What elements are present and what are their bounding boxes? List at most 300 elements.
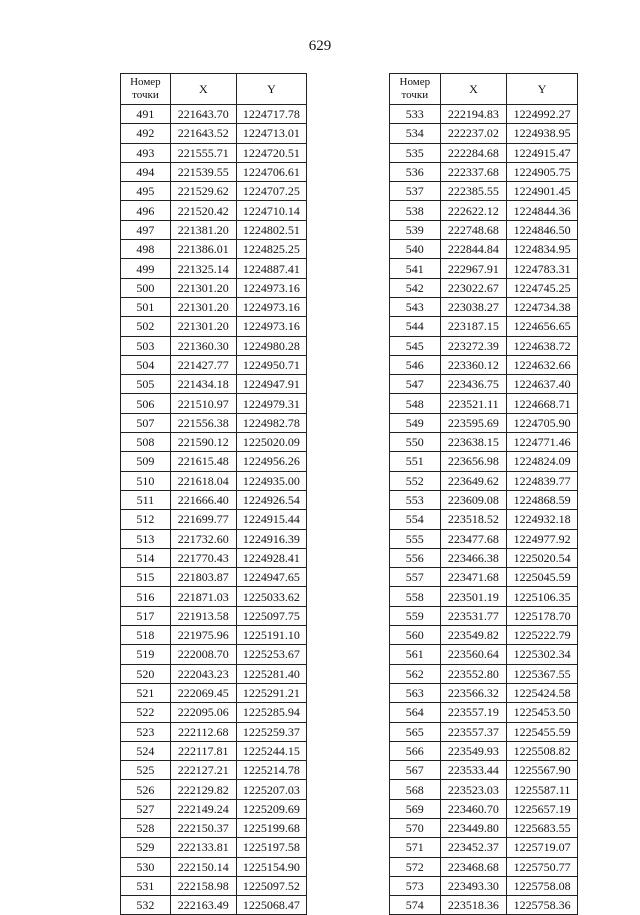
point-number-cell: 569	[390, 799, 441, 818]
table-row	[390, 838, 578, 857]
x-coordinate-cell: 223656.98	[440, 452, 507, 471]
table-row	[390, 355, 578, 374]
table-row	[390, 722, 578, 741]
x-coordinate-cell: 221618.04	[170, 471, 236, 490]
point-number-cell: 504	[121, 355, 171, 374]
y-coordinate-cell: 1224771.46	[507, 433, 578, 452]
header-point-number: Номер точки	[390, 74, 441, 105]
point-number-cell: 507	[121, 413, 171, 432]
x-coordinate-cell: 223549.82	[440, 626, 507, 645]
y-coordinate-cell: 1224717.78	[236, 105, 306, 124]
x-coordinate-cell: 222844.84	[440, 240, 507, 259]
coordinates-table-left	[120, 73, 307, 915]
table-row	[390, 587, 578, 606]
point-number-cell: 568	[390, 780, 441, 799]
y-coordinate-cell: 1225106.35	[507, 587, 578, 606]
y-coordinate-cell: 1224935.00	[236, 471, 306, 490]
table-row	[121, 220, 307, 239]
point-number-cell: 544	[390, 317, 441, 336]
x-coordinate-cell: 223518.52	[440, 510, 507, 529]
x-coordinate-cell: 223436.75	[440, 375, 507, 394]
x-coordinate-cell: 222337.68	[440, 162, 507, 181]
x-coordinate-cell: 222043.23	[170, 664, 236, 683]
point-number-cell: 573	[390, 876, 441, 895]
y-coordinate-cell: 1224938.95	[507, 124, 578, 143]
table-row	[390, 240, 578, 259]
point-number-cell: 541	[390, 259, 441, 278]
y-coordinate-cell: 1225045.59	[507, 568, 578, 587]
point-number-cell: 543	[390, 297, 441, 316]
table-row	[121, 240, 307, 259]
point-number-cell: 571	[390, 838, 441, 857]
x-coordinate-cell: 221539.55	[170, 162, 236, 181]
x-coordinate-cell: 222133.81	[170, 838, 236, 857]
x-coordinate-cell: 221803.87	[170, 568, 236, 587]
point-number-cell: 518	[121, 626, 171, 645]
y-coordinate-cell: 1224915.44	[236, 510, 306, 529]
table-row	[121, 664, 307, 683]
x-coordinate-cell: 223560.64	[440, 645, 507, 664]
table-row	[390, 105, 578, 124]
x-coordinate-cell: 221381.20	[170, 220, 236, 239]
point-number-cell: 511	[121, 490, 171, 509]
y-coordinate-cell: 1225508.82	[507, 741, 578, 760]
table-row	[121, 105, 307, 124]
point-number-cell: 548	[390, 394, 441, 413]
header-point-number: Номер точки	[121, 74, 171, 105]
point-number-cell: 572	[390, 857, 441, 876]
x-coordinate-cell: 222150.37	[170, 818, 236, 837]
y-coordinate-cell: 1224834.95	[507, 240, 578, 259]
table-row	[121, 433, 307, 452]
table-row	[121, 355, 307, 374]
x-coordinate-cell: 222163.49	[170, 896, 236, 915]
x-coordinate-cell: 223609.08	[440, 490, 507, 509]
table-row	[390, 780, 578, 799]
x-coordinate-cell: 223466.38	[440, 548, 507, 567]
x-coordinate-cell: 222117.81	[170, 741, 236, 760]
point-number-cell: 503	[121, 336, 171, 355]
y-coordinate-cell: 1224973.16	[236, 278, 306, 297]
y-coordinate-cell: 1225758.08	[507, 876, 578, 895]
x-coordinate-cell: 221770.43	[170, 548, 236, 567]
table-row	[121, 799, 307, 818]
table-row	[390, 375, 578, 394]
table-row	[390, 124, 578, 143]
point-number-cell: 546	[390, 355, 441, 374]
x-coordinate-cell: 221913.58	[170, 606, 236, 625]
point-number-cell: 493	[121, 143, 171, 162]
x-coordinate-cell: 221732.60	[170, 529, 236, 548]
table-row	[121, 375, 307, 394]
x-coordinate-cell: 221556.38	[170, 413, 236, 432]
x-coordinate-cell: 221386.01	[170, 240, 236, 259]
y-coordinate-cell: 1225719.07	[507, 838, 578, 857]
x-coordinate-cell: 221529.62	[170, 182, 236, 201]
x-coordinate-cell: 222748.68	[440, 220, 507, 239]
y-coordinate-cell: 1224950.71	[236, 355, 306, 374]
point-number-cell: 517	[121, 606, 171, 625]
y-coordinate-cell: 1225033.62	[236, 587, 306, 606]
table-row	[121, 818, 307, 837]
y-coordinate-cell: 1224745.25	[507, 278, 578, 297]
table-row	[121, 645, 307, 664]
table-row	[121, 182, 307, 201]
x-coordinate-cell: 222129.82	[170, 780, 236, 799]
table-row	[390, 626, 578, 645]
point-number-cell: 560	[390, 626, 441, 645]
x-coordinate-cell: 221975.96	[170, 626, 236, 645]
y-coordinate-cell: 1225453.50	[507, 703, 578, 722]
table-row	[390, 896, 578, 915]
table-row	[121, 683, 307, 702]
x-coordinate-cell: 222194.83	[440, 105, 507, 124]
x-coordinate-cell: 223595.69	[440, 413, 507, 432]
x-coordinate-cell: 221590.12	[170, 433, 236, 452]
point-number-cell: 536	[390, 162, 441, 181]
x-coordinate-cell: 222158.98	[170, 876, 236, 895]
x-coordinate-cell: 222237.02	[440, 124, 507, 143]
x-coordinate-cell: 223022.67	[440, 278, 507, 297]
table-row	[390, 297, 578, 316]
y-coordinate-cell: 1225285.94	[236, 703, 306, 722]
point-number-cell: 524	[121, 741, 171, 760]
point-number-cell: 515	[121, 568, 171, 587]
x-coordinate-cell: 223272.39	[440, 336, 507, 355]
point-number-cell: 514	[121, 548, 171, 567]
point-number-cell: 516	[121, 587, 171, 606]
y-coordinate-cell: 1224734.38	[507, 297, 578, 316]
y-coordinate-cell: 1225657.19	[507, 799, 578, 818]
point-number-cell: 527	[121, 799, 171, 818]
y-coordinate-cell: 1224710.14	[236, 201, 306, 220]
y-coordinate-cell: 1224706.61	[236, 162, 306, 181]
point-number-cell: 549	[390, 413, 441, 432]
y-coordinate-cell: 1225199.68	[236, 818, 306, 837]
y-coordinate-cell: 1224705.90	[507, 413, 578, 432]
x-coordinate-cell: 223493.30	[440, 876, 507, 895]
point-number-cell: 502	[121, 317, 171, 336]
table-row	[390, 548, 578, 567]
table-row	[390, 143, 578, 162]
table-row	[390, 799, 578, 818]
point-number-cell: 510	[121, 471, 171, 490]
x-coordinate-cell: 223449.80	[440, 818, 507, 837]
table-row	[121, 529, 307, 548]
y-coordinate-cell: 1225222.79	[507, 626, 578, 645]
y-coordinate-cell: 1224783.31	[507, 259, 578, 278]
y-coordinate-cell: 1224720.51	[236, 143, 306, 162]
x-coordinate-cell: 223460.70	[440, 799, 507, 818]
y-coordinate-cell: 1224973.16	[236, 317, 306, 336]
table-row	[390, 317, 578, 336]
table-row	[121, 587, 307, 606]
x-coordinate-cell: 221643.52	[170, 124, 236, 143]
header-x: X	[440, 74, 507, 105]
x-coordinate-cell: 222008.70	[170, 645, 236, 664]
y-coordinate-cell: 1224656.65	[507, 317, 578, 336]
point-number-cell: 563	[390, 683, 441, 702]
table-row	[390, 761, 578, 780]
x-coordinate-cell: 221325.14	[170, 259, 236, 278]
x-coordinate-cell: 223468.68	[440, 857, 507, 876]
table-row	[121, 876, 307, 895]
table-row	[390, 664, 578, 683]
y-coordinate-cell: 1224926.54	[236, 490, 306, 509]
y-coordinate-cell: 1225191.10	[236, 626, 306, 645]
y-coordinate-cell: 1225020.09	[236, 433, 306, 452]
table-row	[121, 471, 307, 490]
y-coordinate-cell: 1225587.11	[507, 780, 578, 799]
x-coordinate-cell: 223533.44	[440, 761, 507, 780]
point-number-cell: 532	[121, 896, 171, 915]
point-number-cell: 537	[390, 182, 441, 201]
point-number-cell: 523	[121, 722, 171, 741]
y-coordinate-cell: 1224992.27	[507, 105, 578, 124]
point-number-cell: 508	[121, 433, 171, 452]
point-number-cell: 499	[121, 259, 171, 278]
x-coordinate-cell: 223566.32	[440, 683, 507, 702]
y-coordinate-cell: 1224928.41	[236, 548, 306, 567]
y-coordinate-cell: 1225455.59	[507, 722, 578, 741]
table-row	[390, 278, 578, 297]
y-coordinate-cell: 1225068.47	[236, 896, 306, 915]
point-number-cell: 570	[390, 818, 441, 837]
point-number-cell: 500	[121, 278, 171, 297]
point-number-cell: 555	[390, 529, 441, 548]
table-row	[390, 703, 578, 722]
y-coordinate-cell: 1224916.39	[236, 529, 306, 548]
y-coordinate-cell: 1224825.25	[236, 240, 306, 259]
y-coordinate-cell: 1224982.78	[236, 413, 306, 432]
x-coordinate-cell: 221301.20	[170, 297, 236, 316]
point-number-cell: 552	[390, 471, 441, 490]
x-coordinate-cell: 222095.06	[170, 703, 236, 722]
x-coordinate-cell: 222112.68	[170, 722, 236, 741]
table-row	[390, 259, 578, 278]
x-coordinate-cell: 222150.14	[170, 857, 236, 876]
table-row	[390, 818, 578, 837]
point-number-cell: 535	[390, 143, 441, 162]
table-header-row	[121, 74, 307, 105]
x-coordinate-cell: 222284.68	[440, 143, 507, 162]
point-number-cell: 501	[121, 297, 171, 316]
header-y: Y	[236, 74, 306, 105]
table-row	[121, 761, 307, 780]
table-row	[121, 317, 307, 336]
y-coordinate-cell: 1225207.03	[236, 780, 306, 799]
y-coordinate-cell: 1224947.65	[236, 568, 306, 587]
table-row	[121, 548, 307, 567]
table-row	[121, 703, 307, 722]
point-number-cell: 495	[121, 182, 171, 201]
table-row	[121, 336, 307, 355]
point-number-cell: 491	[121, 105, 171, 124]
page-number: 629	[308, 38, 332, 54]
table-row	[121, 394, 307, 413]
point-number-cell: 561	[390, 645, 441, 664]
table-row	[121, 606, 307, 625]
y-coordinate-cell: 1225367.55	[507, 664, 578, 683]
point-number-cell: 534	[390, 124, 441, 143]
point-number-cell: 528	[121, 818, 171, 837]
point-number-cell: 547	[390, 375, 441, 394]
x-coordinate-cell: 223557.37	[440, 722, 507, 741]
y-coordinate-cell: 1224713.01	[236, 124, 306, 143]
x-coordinate-cell: 221427.77	[170, 355, 236, 374]
point-number-cell: 513	[121, 529, 171, 548]
x-coordinate-cell: 223531.77	[440, 606, 507, 625]
y-coordinate-cell: 1224846.50	[507, 220, 578, 239]
y-coordinate-cell: 1224980.28	[236, 336, 306, 355]
table-row	[390, 413, 578, 432]
x-coordinate-cell: 222385.55	[440, 182, 507, 201]
table-row	[121, 278, 307, 297]
table-row	[121, 297, 307, 316]
table-row	[390, 452, 578, 471]
table-row	[390, 490, 578, 509]
x-coordinate-cell: 221434.18	[170, 375, 236, 394]
x-coordinate-cell: 223518.36	[440, 896, 507, 915]
x-coordinate-cell: 221360.30	[170, 336, 236, 355]
table-row	[390, 741, 578, 760]
table-row	[121, 896, 307, 915]
x-coordinate-cell: 223523.03	[440, 780, 507, 799]
point-number-cell: 551	[390, 452, 441, 471]
table-row	[390, 683, 578, 702]
x-coordinate-cell: 223501.19	[440, 587, 507, 606]
y-coordinate-cell: 1224905.75	[507, 162, 578, 181]
y-coordinate-cell: 1224915.47	[507, 143, 578, 162]
point-number-cell: 557	[390, 568, 441, 587]
y-coordinate-cell: 1224632.66	[507, 355, 578, 374]
y-coordinate-cell: 1225178.70	[507, 606, 578, 625]
point-number-cell: 529	[121, 838, 171, 857]
point-number-cell: 505	[121, 375, 171, 394]
table-row	[121, 162, 307, 181]
point-number-cell: 522	[121, 703, 171, 722]
table-row	[121, 568, 307, 587]
table-row	[121, 201, 307, 220]
point-number-cell: 564	[390, 703, 441, 722]
y-coordinate-cell: 1225291.21	[236, 683, 306, 702]
x-coordinate-cell: 223557.19	[440, 703, 507, 722]
point-number-cell: 533	[390, 105, 441, 124]
x-coordinate-cell: 223521.11	[440, 394, 507, 413]
table-row	[121, 124, 307, 143]
point-number-cell: 565	[390, 722, 441, 741]
point-number-cell: 556	[390, 548, 441, 567]
point-number-cell: 542	[390, 278, 441, 297]
x-coordinate-cell: 222967.91	[440, 259, 507, 278]
y-coordinate-cell: 1225567.90	[507, 761, 578, 780]
y-coordinate-cell: 1225750.77	[507, 857, 578, 876]
y-coordinate-cell: 1225758.36	[507, 896, 578, 915]
coordinates-table-right	[389, 73, 578, 915]
y-coordinate-cell: 1225197.58	[236, 838, 306, 857]
x-coordinate-cell: 223649.62	[440, 471, 507, 490]
point-number-cell: 506	[121, 394, 171, 413]
y-coordinate-cell: 1224637.40	[507, 375, 578, 394]
table-row	[390, 645, 578, 664]
x-coordinate-cell: 223360.12	[440, 355, 507, 374]
table-row	[390, 220, 578, 239]
table-row	[121, 413, 307, 432]
y-coordinate-cell: 1224947.91	[236, 375, 306, 394]
y-coordinate-cell: 1224824.09	[507, 452, 578, 471]
point-number-cell: 554	[390, 510, 441, 529]
y-coordinate-cell: 1224802.51	[236, 220, 306, 239]
y-coordinate-cell: 1225097.52	[236, 876, 306, 895]
point-number-cell: 566	[390, 741, 441, 760]
point-number-cell: 497	[121, 220, 171, 239]
table-row	[121, 741, 307, 760]
point-number-cell: 574	[390, 896, 441, 915]
point-number-cell: 538	[390, 201, 441, 220]
point-number-cell: 498	[121, 240, 171, 259]
y-coordinate-cell: 1225302.34	[507, 645, 578, 664]
y-coordinate-cell: 1225097.75	[236, 606, 306, 625]
table-header-row	[390, 74, 578, 105]
x-coordinate-cell: 223187.15	[440, 317, 507, 336]
x-coordinate-cell: 221699.77	[170, 510, 236, 529]
y-coordinate-cell: 1225209.69	[236, 799, 306, 818]
x-coordinate-cell: 222069.45	[170, 683, 236, 702]
point-number-cell: 519	[121, 645, 171, 664]
point-number-cell: 539	[390, 220, 441, 239]
table-row	[121, 722, 307, 741]
x-coordinate-cell: 222149.24	[170, 799, 236, 818]
point-number-cell: 530	[121, 857, 171, 876]
y-coordinate-cell: 1224901.45	[507, 182, 578, 201]
table-row	[390, 876, 578, 895]
y-coordinate-cell: 1224707.25	[236, 182, 306, 201]
point-number-cell: 562	[390, 664, 441, 683]
table-row	[121, 490, 307, 509]
table-row	[390, 433, 578, 452]
point-number-cell: 520	[121, 664, 171, 683]
table-row	[390, 510, 578, 529]
x-coordinate-cell: 223477.68	[440, 529, 507, 548]
x-coordinate-cell: 221643.70	[170, 105, 236, 124]
y-coordinate-cell: 1225259.37	[236, 722, 306, 741]
y-coordinate-cell: 1225154.90	[236, 857, 306, 876]
y-coordinate-cell: 1224839.77	[507, 471, 578, 490]
y-coordinate-cell: 1224977.92	[507, 529, 578, 548]
table-row	[390, 336, 578, 355]
table-row	[121, 510, 307, 529]
table-row	[390, 471, 578, 490]
x-coordinate-cell: 221555.71	[170, 143, 236, 162]
y-coordinate-cell: 1224973.16	[236, 297, 306, 316]
x-coordinate-cell: 221510.97	[170, 394, 236, 413]
point-number-cell: 553	[390, 490, 441, 509]
x-coordinate-cell: 221301.20	[170, 278, 236, 297]
point-number-cell: 545	[390, 336, 441, 355]
y-coordinate-cell: 1224844.36	[507, 201, 578, 220]
x-coordinate-cell: 221871.03	[170, 587, 236, 606]
y-coordinate-cell: 1225244.15	[236, 741, 306, 760]
x-coordinate-cell: 223549.93	[440, 741, 507, 760]
point-number-cell: 526	[121, 780, 171, 799]
y-coordinate-cell: 1224638.72	[507, 336, 578, 355]
x-coordinate-cell: 221301.20	[170, 317, 236, 336]
table-row	[121, 626, 307, 645]
table-row	[390, 857, 578, 876]
point-number-cell: 492	[121, 124, 171, 143]
table-row	[390, 394, 578, 413]
table-row	[390, 162, 578, 181]
